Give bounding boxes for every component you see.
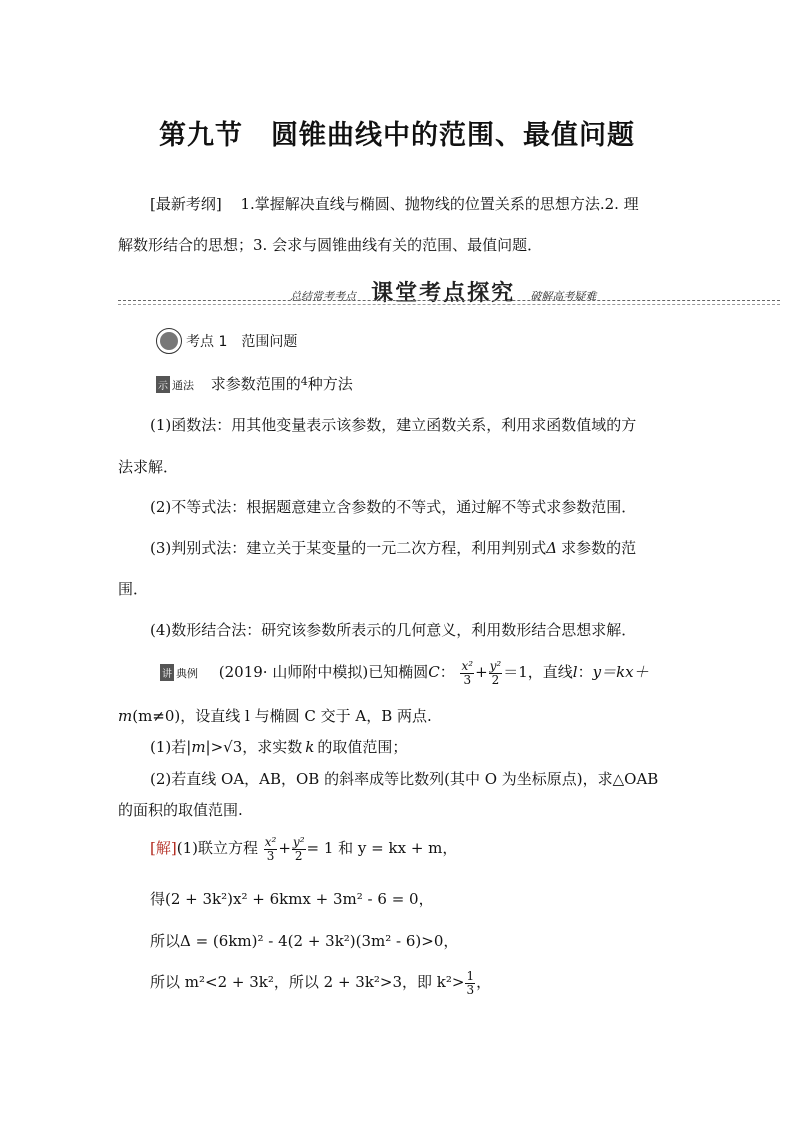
solution-1-a: (1)联立方程: [176, 839, 258, 858]
solution-fraction-x: [264, 836, 278, 862]
syllabus-label: [最新考纲]: [150, 195, 222, 213]
solution-bracket-close: ]: [170, 839, 177, 858]
syllabus-text-1: 1.掌握解决直线与椭圆、抛物线的位置关系的思想方法.2. 理: [240, 195, 639, 213]
ellipse-name: C: [428, 663, 440, 682]
method-3-text-a: (3)判别式法：建立关于某变量的一元二次方程，利用判别式: [150, 539, 547, 557]
method-title-b: 种方法: [307, 375, 353, 393]
question-1-k: k: [305, 738, 315, 756]
example-line-1: [160, 660, 649, 686]
question-1-m: m: [191, 738, 206, 756]
solution-line-1: [150, 836, 457, 862]
example-line-2-text: (m≠0)，设直线 l 与椭圆 C 交于 A，B 两点.: [132, 707, 432, 725]
method-tag-label: 通法: [172, 379, 194, 392]
question-1-a: (1)若|: [150, 738, 192, 756]
page-title: 第九节 圆锥曲线中的范围、最值问题: [159, 120, 635, 151]
fraction-y: [489, 660, 503, 686]
solution-bracket-open: [: [150, 839, 156, 858]
solution-fraction-y-den: 2: [294, 848, 303, 863]
syllabus-line-1: [150, 193, 639, 214]
example-source: (2019· 山师附中模拟)已知椭圆: [218, 663, 429, 682]
section-banner: [290, 276, 596, 307]
example-tag-label: 典例: [176, 667, 198, 681]
equation-part-1: ＝1，直线: [503, 663, 573, 682]
question-2-line-2: 的面积的取值范围.: [118, 801, 243, 819]
solution-fraction-y: [292, 836, 306, 862]
question-2-line-1: (2)若直线 OA，AB，OB 的斜率成等比数列(其中 O 为坐标原点)，求△OAB: [150, 770, 659, 788]
method-4: (4)数形结合法：研究该参数所表示的几何意义，利用数形结合思想求解．: [150, 621, 637, 639]
method-3-line-1: [150, 537, 636, 558]
question-1-c: 的取值范围；: [317, 738, 408, 756]
solution-fraction-x-num: x²: [264, 835, 277, 849]
circle-bullet-icon: [156, 328, 182, 354]
example-line-2: [118, 705, 432, 726]
method-3-line-2: 围．: [118, 580, 149, 598]
plus-sign: +: [475, 663, 488, 682]
solution-fraction-third-den: 3: [466, 982, 475, 997]
divider-line-2: [118, 304, 780, 305]
fraction-x: [460, 660, 474, 686]
solution-plus: +: [278, 839, 291, 858]
banner-right-text: 破解高考疑难: [530, 290, 597, 303]
var-m: m: [118, 707, 133, 725]
solution-4-a: 所以 m²<2 + 3k²，所以 2 + 3k²>3，即 k²>: [150, 973, 465, 992]
solution-fraction-y-num: y²: [292, 835, 305, 849]
divider-line: [118, 300, 780, 301]
method-tag-icon: 示: [156, 376, 170, 393]
solution-1-b: = 1 和 y = kx + m，: [306, 839, 458, 858]
method-count: 4: [300, 375, 308, 388]
solution-fraction-x-den: 3: [266, 848, 275, 863]
solution-4-b: ，: [476, 973, 492, 992]
banner-left-text: 总结常考考点: [290, 290, 356, 303]
method-title-a: 求参数范围的: [210, 375, 301, 393]
banner-title: 课堂考点探究: [371, 281, 516, 306]
question-1-b: |>√3，求实数: [205, 738, 303, 756]
solution-fraction-third: [465, 970, 475, 996]
colon: ：: [439, 663, 455, 682]
fraction-x-den: 3: [463, 672, 472, 687]
fraction-y-num: y²: [489, 659, 502, 673]
equation-part-2: ：: [577, 663, 593, 682]
solution-fraction-third-num: 1: [466, 969, 475, 983]
solution-line-3: 所以Δ = (6km)² - 4(2 + 3k²)(3m² - 6)>0，: [150, 932, 459, 950]
line-equation: y＝kx＋: [592, 663, 649, 682]
example-tag-icon: 讲: [160, 664, 174, 681]
method-1-line-2: 法求解．: [118, 458, 179, 476]
solution-label: 解: [155, 839, 171, 858]
solution-line-2: 得(2 + 3k²)x² + 6kmx + 3m² - 6 = 0，: [150, 890, 434, 908]
syllabus-line-2: 解数形结合的思想；3. 会求与圆锥曲线有关的范围、最值问题．: [118, 236, 543, 254]
delta-symbol: Δ: [546, 539, 558, 557]
method-heading: [156, 373, 353, 394]
fraction-x-num: x²: [461, 659, 474, 673]
solution-line-4: [150, 970, 491, 996]
question-1: [150, 736, 407, 757]
method-1-line-1: (1)函数法：用其他变量表示该参数，建立函数关系，利用求函数值域的方: [150, 416, 637, 434]
method-2: (2)不等式法：根据题意建立含参数的不等式，通过解不等式求参数范围．: [150, 498, 637, 516]
method-3-text-b: 求参数的范: [561, 539, 637, 557]
kaodian-heading: 考点 1 范围问题: [186, 334, 298, 350]
fraction-y-den: 2: [491, 672, 500, 687]
line-name: l: [572, 663, 578, 682]
